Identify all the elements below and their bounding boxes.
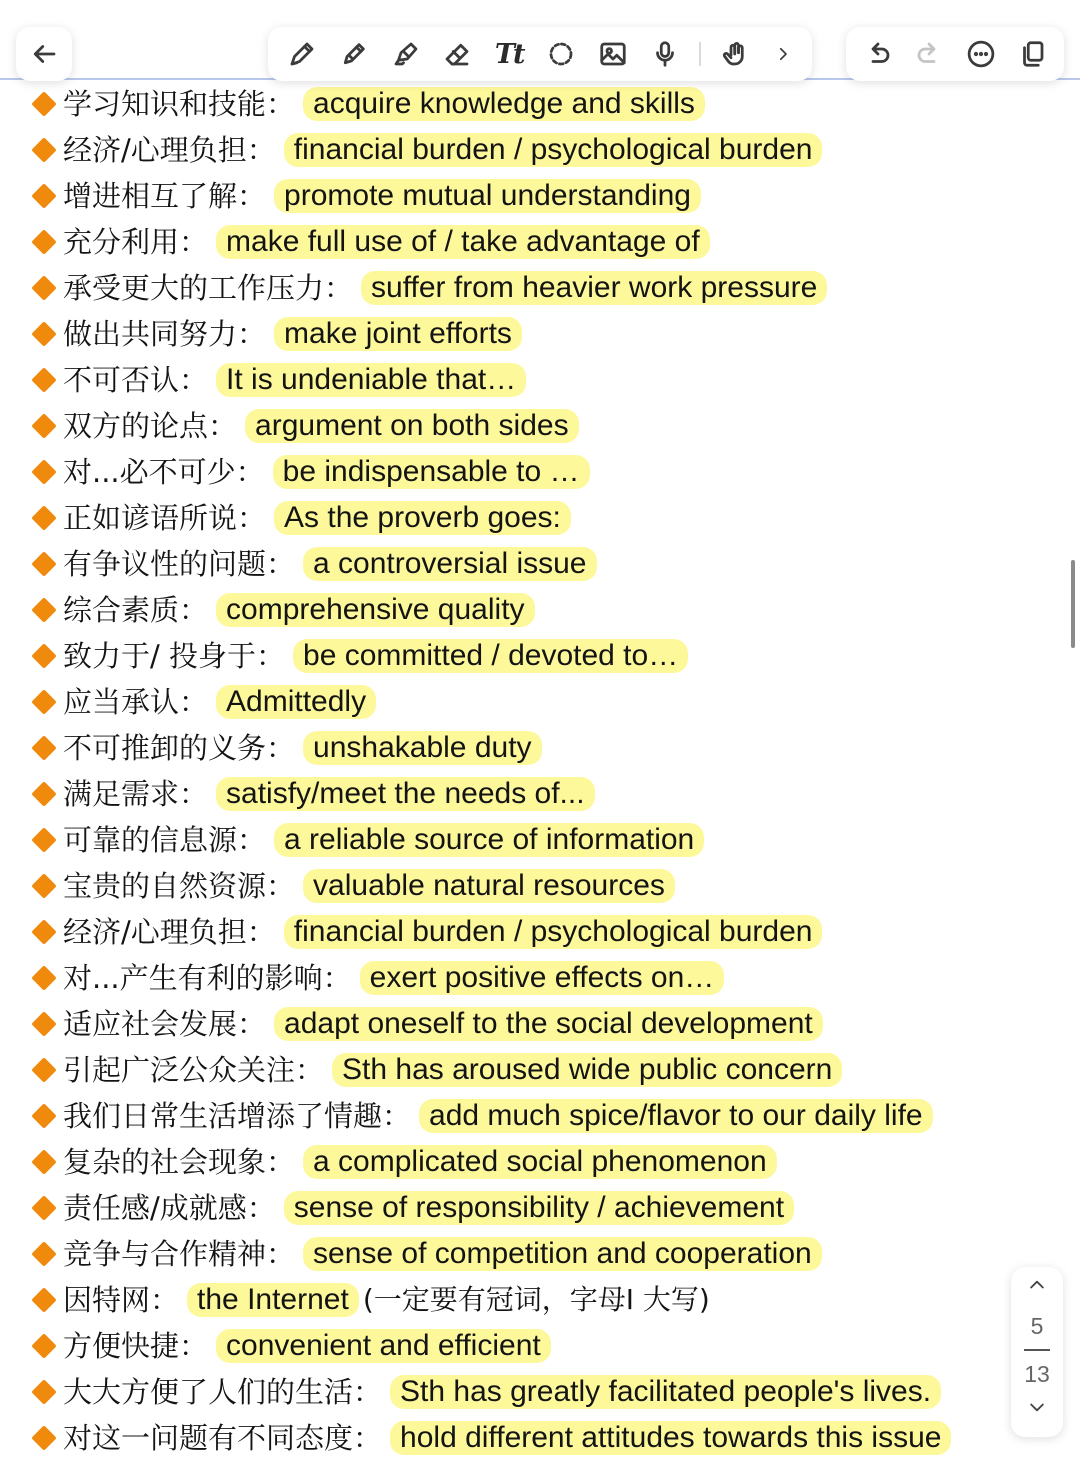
entry-separator: ： — [237, 317, 267, 351]
entry-chinese: 可靠的信息源 — [63, 823, 238, 857]
diamond-bullet-icon — [31, 1103, 56, 1128]
entry-separator: ： — [179, 685, 209, 719]
diamond-bullet-icon — [31, 919, 56, 944]
entry-separator: ： — [266, 87, 296, 121]
diamond-bullet-icon — [31, 1057, 56, 1082]
diamond-bullet-icon — [31, 137, 56, 162]
entry-chinese: 责任感/成就感 — [63, 1191, 247, 1225]
vocab-entry — [30, 725, 1030, 771]
diamond-bullet-icon — [31, 965, 56, 990]
entry-separator: ： — [353, 1421, 383, 1455]
entry-chinese: 适应社会发展 — [63, 1007, 238, 1041]
image-icon[interactable] — [596, 37, 630, 71]
entry-english: sense of competition and cooperation — [303, 1237, 822, 1271]
entry-chinese: 学习知识和技能 — [63, 87, 267, 121]
more-icon[interactable] — [964, 37, 998, 71]
gesture-icon[interactable] — [719, 37, 753, 71]
entry-separator: ： — [266, 731, 296, 765]
entry-chinese: 大大方便了人们的生活 — [63, 1375, 354, 1409]
entry-english: financial burden / psychological burden — [284, 133, 823, 167]
entry-separator: ： — [237, 179, 267, 213]
diamond-bullet-icon — [31, 275, 56, 300]
entry-english: the Internet — [187, 1283, 359, 1317]
vocab-entry — [30, 81, 1030, 127]
actions-toolbar — [846, 27, 1064, 81]
highlighter-icon[interactable] — [389, 37, 423, 71]
chevron-up-icon[interactable] — [1017, 1267, 1057, 1303]
entry-chinese: 承受更大的工作压力 — [63, 271, 325, 305]
entry-english: make full use of / take advantage of — [216, 225, 710, 259]
diamond-bullet-icon — [31, 183, 56, 208]
vocab-entry — [30, 219, 1030, 265]
toolbar-separator — [699, 42, 701, 66]
lasso-icon[interactable] — [544, 37, 578, 71]
entry-english: acquire knowledge and skills — [303, 87, 705, 121]
entry-english: promote mutual understanding — [274, 179, 701, 213]
entry-english: As the proverb goes: — [274, 501, 571, 535]
current-page: 5 — [1030, 1313, 1044, 1339]
entry-chinese: 充分利用 — [63, 225, 180, 259]
entry-separator: ： — [256, 639, 286, 673]
vocab-entry — [30, 1415, 1030, 1461]
entry-separator: ： — [179, 225, 209, 259]
vocab-entry — [30, 357, 1030, 403]
entry-english: unshakable duty — [303, 731, 542, 765]
entry-chinese: 宝贵的自然资源 — [63, 869, 267, 903]
vocab-entry — [30, 1047, 1030, 1093]
vocab-entry — [30, 1277, 1030, 1323]
eraser-icon[interactable] — [440, 37, 474, 71]
entry-english: convenient and efficient — [216, 1329, 551, 1363]
diamond-bullet-icon — [31, 781, 56, 806]
entry-english: sense of responsibility / achievement — [284, 1191, 794, 1225]
entry-chinese: 复杂的社会现象 — [63, 1145, 267, 1179]
diamond-bullet-icon — [31, 1425, 56, 1450]
entry-english: hold different attitudes towards this issue — [390, 1421, 951, 1455]
entry-english: Sth has aroused wide public concern — [332, 1053, 842, 1087]
entry-chinese: 对这一问题有不同态度 — [63, 1421, 354, 1455]
entry-chinese: 经济/心理负担 — [63, 133, 247, 167]
diamond-bullet-icon — [31, 1379, 56, 1404]
vocab-entry — [30, 449, 1030, 495]
entry-english: argument on both sides — [245, 409, 579, 443]
entry-chinese: 对...产生有利的影响 — [63, 961, 323, 995]
vocab-entry — [30, 495, 1030, 541]
entry-chinese: 方便快捷 — [63, 1329, 180, 1363]
entry-english: financial burden / psychological burden — [284, 915, 823, 949]
entry-separator: ： — [322, 961, 352, 995]
entry-chinese: 增进相互了解 — [63, 179, 238, 213]
entry-chinese: 综合素质 — [63, 593, 180, 627]
entry-chinese: 我们日常生活增添了情趣 — [63, 1099, 383, 1133]
entry-english: It is undeniable that… — [216, 363, 526, 397]
diamond-bullet-icon — [31, 1149, 56, 1174]
vocab-entry — [30, 1323, 1030, 1369]
vocab-entry — [30, 771, 1030, 817]
entry-english: a reliable source of information — [274, 823, 704, 857]
vocab-entry — [30, 1185, 1030, 1231]
chevron-right-icon[interactable] — [771, 37, 795, 71]
entry-separator: ： — [179, 777, 209, 811]
entry-separator: ： — [295, 1053, 325, 1087]
entry-separator: ： — [353, 1375, 383, 1409]
entry-chinese: 做出共同努力 — [63, 317, 238, 351]
text-tool-glyph: Tt — [494, 38, 524, 70]
entry-separator: ： — [246, 133, 276, 167]
vocab-entry — [30, 633, 1030, 679]
entry-english: adapt oneself to the social development — [274, 1007, 823, 1041]
vocab-entry — [30, 403, 1030, 449]
diamond-bullet-icon — [31, 1287, 56, 1312]
entry-english: valuable natural resources — [303, 869, 675, 903]
vocab-entry — [30, 265, 1030, 311]
entry-chinese: 因特网 — [63, 1283, 151, 1317]
entry-separator: ： — [237, 501, 267, 535]
entry-english: comprehensive quality — [216, 593, 535, 627]
vocab-entry — [30, 1001, 1030, 1047]
diamond-bullet-icon — [31, 597, 56, 622]
diamond-bullet-icon — [31, 1195, 56, 1220]
entry-separator: ： — [246, 915, 276, 949]
entry-separator: ： — [179, 593, 209, 627]
entry-english: Sth has greatly facilitated people's lives. — [390, 1375, 941, 1409]
entry-chinese: 经济/心理负担 — [63, 915, 247, 949]
diamond-bullet-icon — [31, 689, 56, 714]
entry-separator: ： — [179, 1329, 209, 1363]
diamond-bullet-icon — [31, 643, 56, 668]
vocab-entry — [30, 1139, 1030, 1185]
entry-english: satisfy/meet the needs of... — [216, 777, 595, 811]
entry-note: (一定要有冠词，字母I 大写) — [362, 1283, 710, 1316]
entry-english: make joint efforts — [274, 317, 522, 351]
microphone-icon[interactable] — [648, 37, 682, 71]
total-pages: 13 — [1024, 1361, 1050, 1387]
entry-chinese: 对...必不可少 — [63, 455, 236, 489]
entry-chinese: 引起广泛公众关注 — [63, 1053, 296, 1087]
diamond-bullet-icon — [31, 873, 56, 898]
vocab-entry — [30, 127, 1030, 173]
diamond-bullet-icon — [31, 91, 56, 116]
vocab-entry — [30, 1093, 1030, 1139]
diamond-bullet-icon — [31, 1011, 56, 1036]
entry-separator: ： — [237, 1007, 267, 1041]
diamond-bullet-icon — [31, 367, 56, 392]
vocab-entry — [30, 679, 1030, 725]
entry-separator: ： — [246, 1191, 276, 1225]
diamond-bullet-icon — [31, 321, 56, 346]
entry-chinese: 满足需求 — [63, 777, 180, 811]
entry-chinese: 应当承认 — [63, 685, 180, 719]
vocabulary-list — [30, 81, 1030, 1461]
entry-chinese: 不可否认 — [63, 363, 180, 397]
entry-english: add much spice/flavor to our daily life — [419, 1099, 933, 1133]
entry-separator: ： — [179, 363, 209, 397]
page-divider — [1024, 1349, 1050, 1351]
chevron-down-icon[interactable] — [1017, 1389, 1057, 1425]
entry-separator: ： — [235, 455, 265, 489]
entry-separator: ： — [382, 1099, 412, 1133]
diamond-bullet-icon — [31, 229, 56, 254]
entry-english: a controversial issue — [303, 547, 596, 581]
diamond-bullet-icon — [31, 505, 56, 530]
entry-separator: ： — [150, 1283, 180, 1317]
entry-chinese: 正如谚语所说 — [63, 501, 238, 535]
scrollbar[interactable] — [1071, 560, 1075, 648]
entry-separator: ： — [266, 1145, 296, 1179]
diamond-bullet-icon — [31, 735, 56, 760]
text-tool-icon[interactable] — [492, 37, 526, 71]
entry-chinese: 有争议性的问题 — [63, 547, 267, 581]
entry-separator: ： — [266, 547, 296, 581]
diamond-bullet-icon — [31, 459, 56, 484]
entry-chinese: 致力于/ 投身于 — [63, 639, 256, 673]
entry-english: be committed / devoted to… — [293, 639, 688, 673]
entry-separator: ： — [324, 271, 354, 305]
vocab-entry — [30, 909, 1030, 955]
diamond-bullet-icon — [31, 413, 56, 438]
diamond-bullet-icon — [31, 827, 56, 852]
undo-icon[interactable] — [861, 37, 895, 71]
page-navigator — [1011, 1267, 1063, 1437]
diamond-bullet-icon — [31, 1333, 56, 1358]
entry-english: Admittedly — [216, 685, 376, 719]
back-toolbar — [16, 27, 72, 81]
pencil-icon[interactable] — [337, 37, 371, 71]
entry-english: a complicated social phenomenon — [303, 1145, 777, 1179]
vocab-entry — [30, 863, 1030, 909]
entry-separator: ： — [208, 409, 238, 443]
entry-english: exert positive effects on… — [360, 961, 725, 995]
redo-icon[interactable] — [912, 37, 946, 71]
entry-chinese: 不可推卸的义务 — [63, 731, 267, 765]
entry-separator: ： — [266, 869, 296, 903]
entry-chinese: 双方的论点 — [63, 409, 209, 443]
vocab-entry — [30, 173, 1030, 219]
pen-icon[interactable] — [285, 37, 319, 71]
arrow-left-icon[interactable] — [27, 37, 61, 71]
vocab-entry — [30, 311, 1030, 357]
diamond-bullet-icon — [31, 551, 56, 576]
entry-english: suffer from heavier work pressure — [361, 271, 827, 305]
diamond-bullet-icon — [31, 1241, 56, 1266]
vocab-entry — [30, 955, 1030, 1001]
vocab-entry — [30, 1231, 1030, 1277]
vocab-entry — [30, 817, 1030, 863]
entry-separator: ： — [266, 1237, 296, 1271]
pages-icon[interactable] — [1015, 37, 1049, 71]
entry-chinese: 竞争与合作精神 — [63, 1237, 267, 1271]
vocab-entry — [30, 587, 1030, 633]
entry-english: be indispensable to … — [273, 455, 590, 489]
entry-separator: ： — [237, 823, 267, 857]
drawing-toolbar — [268, 27, 812, 81]
vocab-entry — [30, 1369, 1030, 1415]
vocab-entry — [30, 541, 1030, 587]
